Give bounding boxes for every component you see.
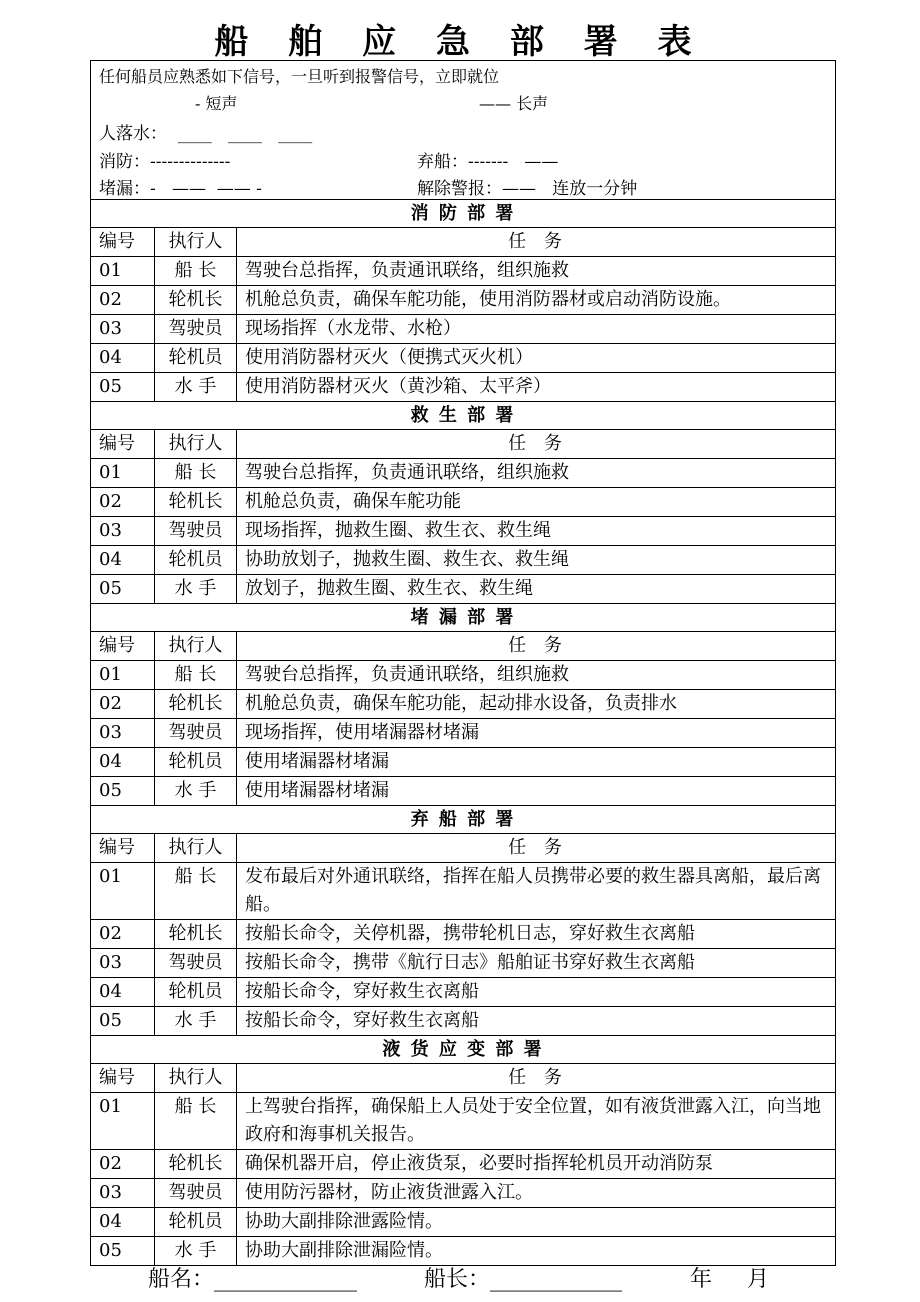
section (91, 604, 835, 806)
table-row (91, 1007, 835, 1035)
header-task: 任 务 (508, 231, 568, 252)
row-person: 驾驶员 (155, 315, 237, 343)
all-clear-signal: 解除警报：—— 连放一分钟 (417, 179, 638, 199)
table-row (91, 459, 835, 488)
row-person: 轮机长 (155, 1150, 237, 1178)
row-task: 协助大副排除泄露险情。 (245, 1211, 443, 1232)
row-person: 水 手 (155, 373, 237, 401)
row-number: 02 (91, 488, 155, 516)
row-number: 02 (91, 690, 155, 718)
row-number: 05 (91, 1237, 155, 1265)
header-person: 执行人 (155, 1064, 237, 1092)
table-row (91, 257, 835, 286)
row-number: 01 (91, 1093, 155, 1149)
header-task: 任 务 (508, 433, 568, 454)
row-number: 01 (91, 863, 155, 919)
date-field: 年 月 (690, 1267, 769, 1292)
row-person: 驾驶员 (155, 517, 237, 545)
table-row (91, 488, 835, 517)
header-person: 执行人 (155, 228, 237, 256)
table-row (91, 719, 835, 748)
table-row (91, 344, 835, 373)
row-number: 04 (91, 344, 155, 372)
row-task: 使用消防器材灭火（便携式灭火机） (245, 347, 533, 368)
row-person: 驾驶员 (155, 1179, 237, 1207)
section-title: 消 防 部 署 (91, 200, 835, 228)
header-no: 编号 (91, 228, 155, 256)
row-number: 01 (91, 459, 155, 487)
header-no: 编号 (91, 1064, 155, 1092)
header-no: 编号 (91, 430, 155, 458)
row-task: 按船长命令，携带《航行日志》船舶证书穿好救生衣离船 (245, 952, 695, 973)
row-task: 现场指挥，使用堵漏器材堵漏 (245, 722, 479, 743)
leak-signal: 堵漏：- —— —— - (99, 179, 262, 199)
row-number: 03 (91, 949, 155, 977)
row-number: 04 (91, 1208, 155, 1236)
header-task: 任 务 (508, 1067, 568, 1088)
row-person: 水 手 (155, 777, 237, 805)
header-person: 执行人 (155, 834, 237, 862)
row-task: 发布最后对外通讯联络，指挥在船人员携带必要的救生器具离船，最后离船。 (245, 866, 821, 915)
row-number: 01 (91, 661, 155, 689)
table-header-row (91, 834, 835, 863)
row-task: 协助放划子，抛救生圈、救生衣、救生绳 (245, 549, 569, 570)
row-person: 驾驶员 (155, 949, 237, 977)
row-task: 驾驶台总指挥，负责通讯联络，组织施救 (245, 462, 569, 483)
man-overboard-signal: 人落水： ____ ____ ____ (99, 124, 313, 144)
row-person: 船 长 (155, 459, 237, 487)
signal-legend (91, 61, 835, 200)
row-task: 机舱总负责，确保车舵功能 (245, 491, 461, 512)
table-row (91, 920, 835, 949)
row-number: 02 (91, 1150, 155, 1178)
short-signal-legend: - 短声 (195, 94, 238, 113)
row-task: 上驾驶台指挥，确保船上人员处于安全位置，如有液货泄露入江，向当地政府和海事机关报告。 (245, 1096, 821, 1145)
row-person: 轮机长 (155, 690, 237, 718)
table-header-row (91, 430, 835, 459)
table-row (91, 978, 835, 1007)
table-row (91, 661, 835, 690)
row-task: 确保机器开启，停止液货泵，必要时指挥轮机员开动消防泵 (245, 1153, 713, 1174)
row-task: 驾驶台总指挥，负责通讯联络，组织施救 (245, 260, 569, 281)
row-number: 04 (91, 978, 155, 1006)
row-task: 驾驶台总指挥，负责通讯联络，组织施救 (245, 664, 569, 685)
table-row (91, 949, 835, 978)
table-row (91, 315, 835, 344)
table-row (91, 1093, 835, 1150)
abandon-ship-signal: 弃船：------- —— (417, 152, 559, 172)
page-title: 船 舶 应 急 部 署 表 (214, 22, 706, 62)
section (91, 200, 835, 402)
table-row (91, 373, 835, 401)
table-row (91, 1179, 835, 1208)
header-task: 任 务 (508, 635, 568, 656)
captain-field: 船长：____________ (424, 1267, 623, 1292)
row-task: 机舱总负责，确保车舵功能，使用消防器材或启动消防设施。 (245, 289, 731, 310)
row-person: 船 长 (155, 1093, 237, 1149)
row-number: 01 (91, 257, 155, 285)
table-row (91, 863, 835, 920)
table-header-row (91, 228, 835, 257)
emergency-table (90, 60, 836, 1266)
section-title: 堵 漏 部 署 (91, 604, 835, 632)
row-person: 轮机员 (155, 546, 237, 574)
row-person: 轮机员 (155, 748, 237, 776)
row-task: 按船长命令，穿好救生衣离船 (245, 981, 479, 1002)
row-task: 使用堵漏器材堵漏 (245, 751, 389, 772)
table-row (91, 777, 835, 805)
row-task: 协助大副排除泄漏险情。 (245, 1240, 443, 1261)
fire-signal: 消防：-------------- (99, 152, 231, 172)
table-header-row (91, 1064, 835, 1093)
row-number: 05 (91, 575, 155, 603)
row-number: 02 (91, 920, 155, 948)
header-person: 执行人 (155, 430, 237, 458)
header-task: 任 务 (508, 837, 568, 858)
header-no: 编号 (91, 632, 155, 660)
row-number: 05 (91, 777, 155, 805)
row-person: 水 手 (155, 575, 237, 603)
ship-name-field: 船名：_____________ (148, 1267, 358, 1292)
row-person: 水 手 (155, 1237, 237, 1265)
row-number: 05 (91, 373, 155, 401)
table-row (91, 546, 835, 575)
table-header-row (91, 632, 835, 661)
section (91, 806, 835, 1036)
row-person: 船 长 (155, 863, 237, 919)
row-task: 使用堵漏器材堵漏 (245, 780, 389, 801)
row-person: 船 长 (155, 257, 237, 285)
section-title: 救 生 部 署 (91, 402, 835, 430)
table-row (91, 517, 835, 546)
row-person: 轮机员 (155, 978, 237, 1006)
row-task: 按船长命令，穿好救生衣离船 (245, 1010, 479, 1031)
section (91, 1036, 835, 1265)
row-person: 轮机员 (155, 344, 237, 372)
row-number: 03 (91, 1179, 155, 1207)
header-person: 执行人 (155, 632, 237, 660)
row-person: 轮机长 (155, 920, 237, 948)
section (91, 402, 835, 604)
row-person: 轮机员 (155, 1208, 237, 1236)
table-row (91, 1208, 835, 1237)
row-task: 放划子，抛救生圈、救生衣、救生绳 (245, 578, 533, 599)
row-person: 水 手 (155, 1007, 237, 1035)
row-task: 机舱总负责，确保车舵功能，起动排水设备，负责排水 (245, 693, 677, 714)
section-title: 弃 船 部 署 (91, 806, 835, 834)
row-task: 使用防污器材，防止液货泄露入江。 (245, 1182, 533, 1203)
row-person: 轮机长 (155, 286, 237, 314)
table-row (91, 286, 835, 315)
row-number: 04 (91, 546, 155, 574)
row-task: 使用消防器材灭火（黄沙箱、太平斧） (245, 376, 551, 397)
row-number: 04 (91, 748, 155, 776)
row-person: 轮机长 (155, 488, 237, 516)
row-task: 现场指挥，抛救生圈、救生衣、救生绳 (245, 520, 551, 541)
row-task: 现场指挥（水龙带、水枪） (245, 318, 461, 339)
row-number: 03 (91, 719, 155, 747)
row-person: 船 长 (155, 661, 237, 689)
row-number: 05 (91, 1007, 155, 1035)
row-number: 03 (91, 517, 155, 545)
table-row (91, 690, 835, 719)
table-row (91, 575, 835, 603)
row-task: 按船长命令，关停机器，携带轮机日志，穿好救生衣离船 (245, 923, 695, 944)
row-person: 驾驶员 (155, 719, 237, 747)
signal-intro: 任何船员应熟悉如下信号，一旦听到报警信号，立即就位 (99, 67, 500, 86)
header-no: 编号 (91, 834, 155, 862)
table-row (91, 748, 835, 777)
row-number: 03 (91, 315, 155, 343)
long-signal-legend: —— 长声 (479, 94, 549, 113)
row-number: 02 (91, 286, 155, 314)
section-title: 液 货 应 变 部 署 (91, 1036, 835, 1064)
table-row (91, 1237, 835, 1265)
table-row (91, 1150, 835, 1179)
